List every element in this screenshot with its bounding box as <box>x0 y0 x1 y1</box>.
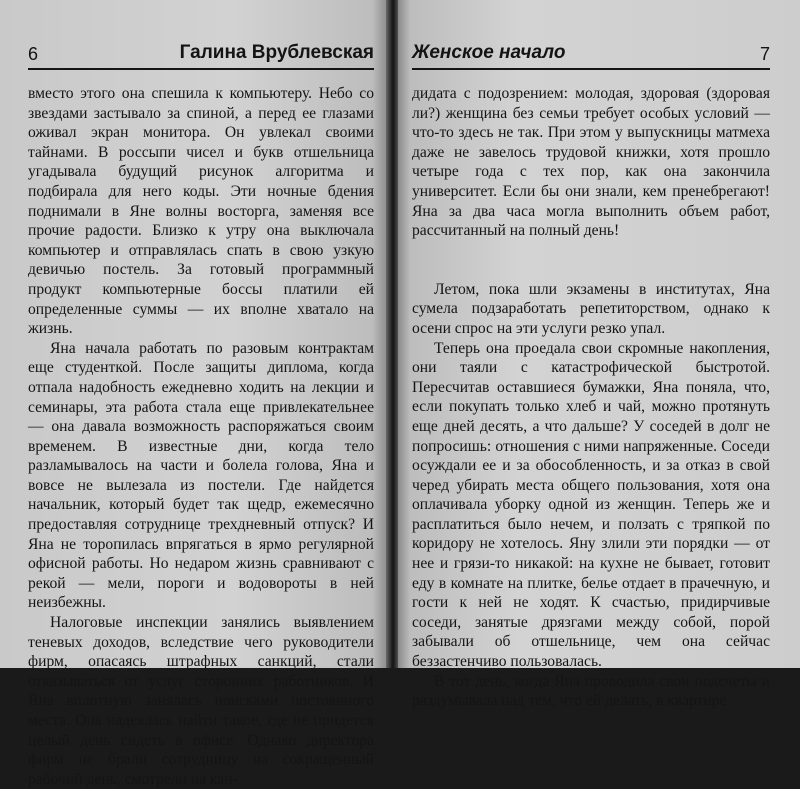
paragraph: Налоговые инспекции занялись выявлением теневых доходов, вследствие чего руководители фирм, опасаясь штрафных санкций, стали отказываться от услуг сторонних работников. И Яна вплотную занялась поисками постоянного места. Она надеялась найти такое, где не придется целый день сидеть в офисе. Однако директора фирм не брали сотрудницу на сокращенный рабочий день, смотрели на кан- <box>28 614 374 788</box>
paragraph: В тот день, когда Яна проводила свои подсчеты и раздумывала над тем, что ей делать, в квартире <box>412 672 770 710</box>
page-number: 7 <box>759 44 770 64</box>
paragraph: Яна начала работать по разовым контрактам еще студенткой. После защиты диплома, когда отпала надобность ежедневно ходить на лекции и семинары, эта работа стала еще привлекательнее — она давала возможность распоряжаться своим временем. В известные дни, когда тело разламывалось на части и болела голова, Яна и вовсе не вылезала из постели. Где найдется начальник, который будет так щедр, ежемесячно предоставляя сотруднице трехдневный отпуск? И Яна не торопилась впрягаться в ярмо регулярной офисной работы. Но недаром жизнь сравнивают с рекой — мели, пороги и водовороты в ней неизбежны. <box>28 339 374 612</box>
paragraph: дидата с подозрением: молодая, здоровая (здоровая ли?) женщина без семьи требует особых условий — что-то здесь не так. При этом у выпускницы матмеха даже не завелось трудовой книжки, хотя прошло четыре года с тех пор, как она закончила университет. Если бы они знали, кем пренебрегают! Яна за два часа могла выполнить объем работ, рассчитанный на полный день! <box>412 85 770 240</box>
paragraph: Летом, пока шли экзамены в институтах, Яна сумела подзаработать репетиторством, однако к осени спрос на эти услуги резко упал. <box>412 280 770 337</box>
right-page-header <box>412 40 770 70</box>
running-head-title: Женское начало <box>412 42 566 63</box>
left-page-text <box>28 84 374 789</box>
section-break <box>412 241 770 280</box>
left-page-header <box>28 40 374 70</box>
paragraph: вместо этого она спешила к компьютеру. Небо со звездами застывало за спиной, а перед ее глазами оживал экран монитора. Он увлекал своими тайнами. В россыпи чисел и букв отшельница угадывала будущий рисунок алгоритма и подбирала для него коды. Эти ночные бдения поднимали в Яне волны восторга, заменяя все прочие радости. Близко к утру она выключала компьютер и отправлялась спать в свою узкую девичью постель. За готовый программный продукт компьютерные боссы платили ей определенные суммы — их вполне хватало на жизнь. <box>28 85 374 338</box>
right-page-text <box>412 84 770 711</box>
right-page <box>398 0 800 710</box>
header-rule <box>28 68 374 70</box>
page-number: 6 <box>28 44 39 64</box>
paragraph: Теперь она проедала свои скромные накопления, они таяли с катастрофической быстротой. Пересчитав оставшиеся бумажки, Яна поняла, что, если покупать только хлеб и чай, можно протянуть еще дней десять, а что дальше? У соседей в долг не попросишь: отношения с ними напряженные. Соседи осуждали ее и за обособленность, и за отказ в свой черед убирать места общего пользования, хотя она оплачивала уборку одной из женщин. Теперь же и расплатиться было нечем, и ползать с тряпкой по коридору не хотелось. Яну злили эти порядки — от нее и грязи-то никакой: на кухне не бывает, готовит еду в комнате на плитке, белье отдает в прачечную, и гости к ней не ходят. К счастью, придирчивые соседи, занятые дрязгами между собой, порой забывали об отшельнице, чем она сейчас беззастенчиво пользовалась. <box>412 339 770 671</box>
header-rule <box>412 68 770 70</box>
running-head-author: Галина Врублевская <box>179 42 374 63</box>
left-page <box>0 0 388 788</box>
